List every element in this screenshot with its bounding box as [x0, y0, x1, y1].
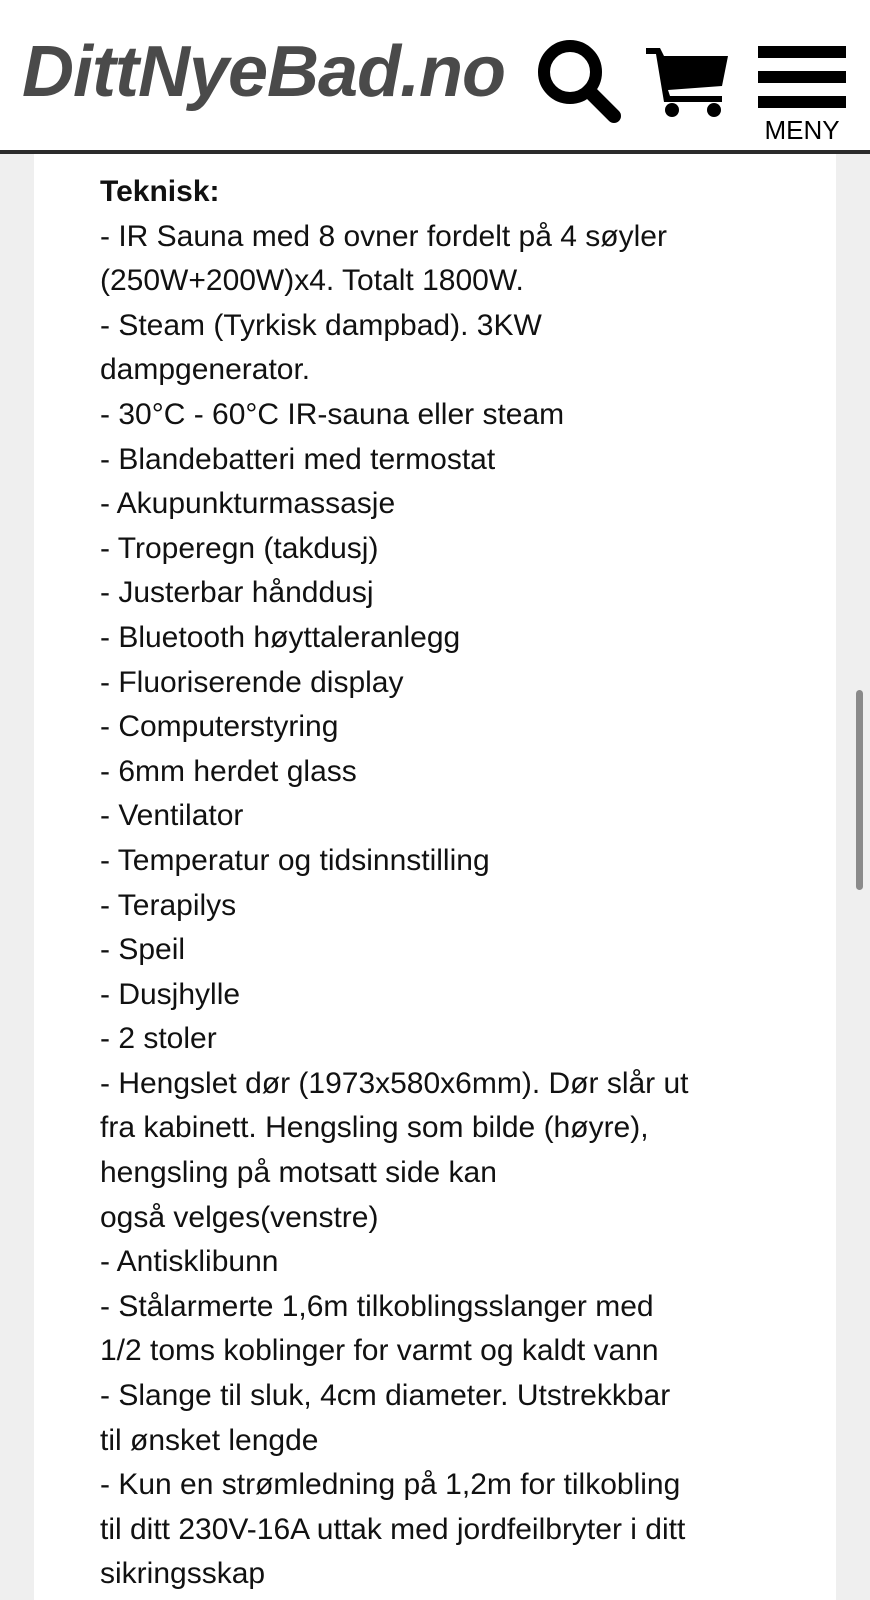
spec-line: - Antisklibunn — [100, 1245, 279, 1279]
spec-line: til ønsket lengde — [100, 1423, 319, 1457]
cart-icon — [644, 42, 730, 118]
spec-line: - Troperegn (takdusj) — [100, 531, 379, 565]
spec-line: - Steam (Tyrkisk dampbad). 3KW — [100, 308, 542, 342]
spec-line: fra kabinett. Hengsling som bilde (høyre), — [100, 1111, 649, 1145]
technical-specs — [100, 170, 800, 1597]
hamburger-menu-icon — [758, 46, 846, 58]
specs-heading: Teknisk: — [100, 175, 220, 208]
spec-line: - Fluoriserende display — [100, 665, 404, 699]
spec-line: - Temperatur og tidsinnstilling — [100, 843, 490, 877]
spec-line: - 6mm herdet glass — [100, 754, 357, 788]
spec-line: dampgenerator. — [100, 353, 311, 387]
hamburger-menu-icon — [758, 96, 846, 108]
spec-line: - Ventilator — [100, 799, 244, 833]
spec-line: - 30°C - 60°C IR-sauna eller steam — [100, 397, 565, 431]
site-logo[interactable]: DittNyeBad.no — [22, 32, 506, 112]
spec-line: - Dusjhylle — [100, 977, 241, 1011]
cart-button[interactable] — [644, 42, 730, 118]
product-description — [34, 154, 836, 1600]
menu-button[interactable] — [756, 44, 848, 144]
spec-line: også velges(venstre) — [100, 1200, 379, 1234]
spec-line: hengsling på motsatt side kan — [100, 1156, 497, 1190]
scrollbar[interactable] — [856, 690, 863, 890]
spec-line: - Bluetooth høyttaleranlegg — [100, 620, 461, 654]
spec-line: - Slange til sluk, 4cm diameter. Utstrekkbar — [100, 1379, 671, 1413]
spec-line: - Justerbar hånddusj — [100, 576, 374, 610]
spec-line: (250W+200W)x4. Totalt 1800W. — [100, 264, 524, 298]
specs-list — [100, 215, 800, 1597]
menu-label: MENY — [764, 115, 840, 145]
spec-line: - IR Sauna med 8 ovner fordelt på 4 søyler — [100, 219, 667, 253]
search-icon — [534, 36, 624, 126]
spec-line: - Speil — [100, 933, 186, 967]
hamburger-menu-icon — [758, 71, 846, 83]
spec-line: til ditt 230V-16A uttak med jordfeilbryter i ditt — [100, 1512, 686, 1546]
spec-line: - 2 stoler — [100, 1022, 217, 1056]
spec-line: - Blandebatteri med termostat — [100, 442, 496, 476]
spec-line: - Akupunkturmassasje — [100, 487, 396, 521]
spec-line: - Computerstyring — [100, 710, 339, 744]
spec-line: - Stålarmerte 1,6m tilkoblingsslanger med — [100, 1289, 654, 1323]
spec-line: 1/2 toms koblinger for varmt og kaldt vann — [100, 1334, 659, 1368]
spec-line: - Terapilys — [100, 888, 237, 922]
site-header — [0, 0, 870, 154]
search-button[interactable] — [534, 36, 624, 126]
spec-line: - Kun en strømledning på 1,2m for tilkobling — [100, 1468, 681, 1502]
spec-line: - Hengslet dør (1973x580x6mm). Dør slår ut — [100, 1066, 689, 1100]
spec-line: sikringsskap — [100, 1557, 266, 1591]
